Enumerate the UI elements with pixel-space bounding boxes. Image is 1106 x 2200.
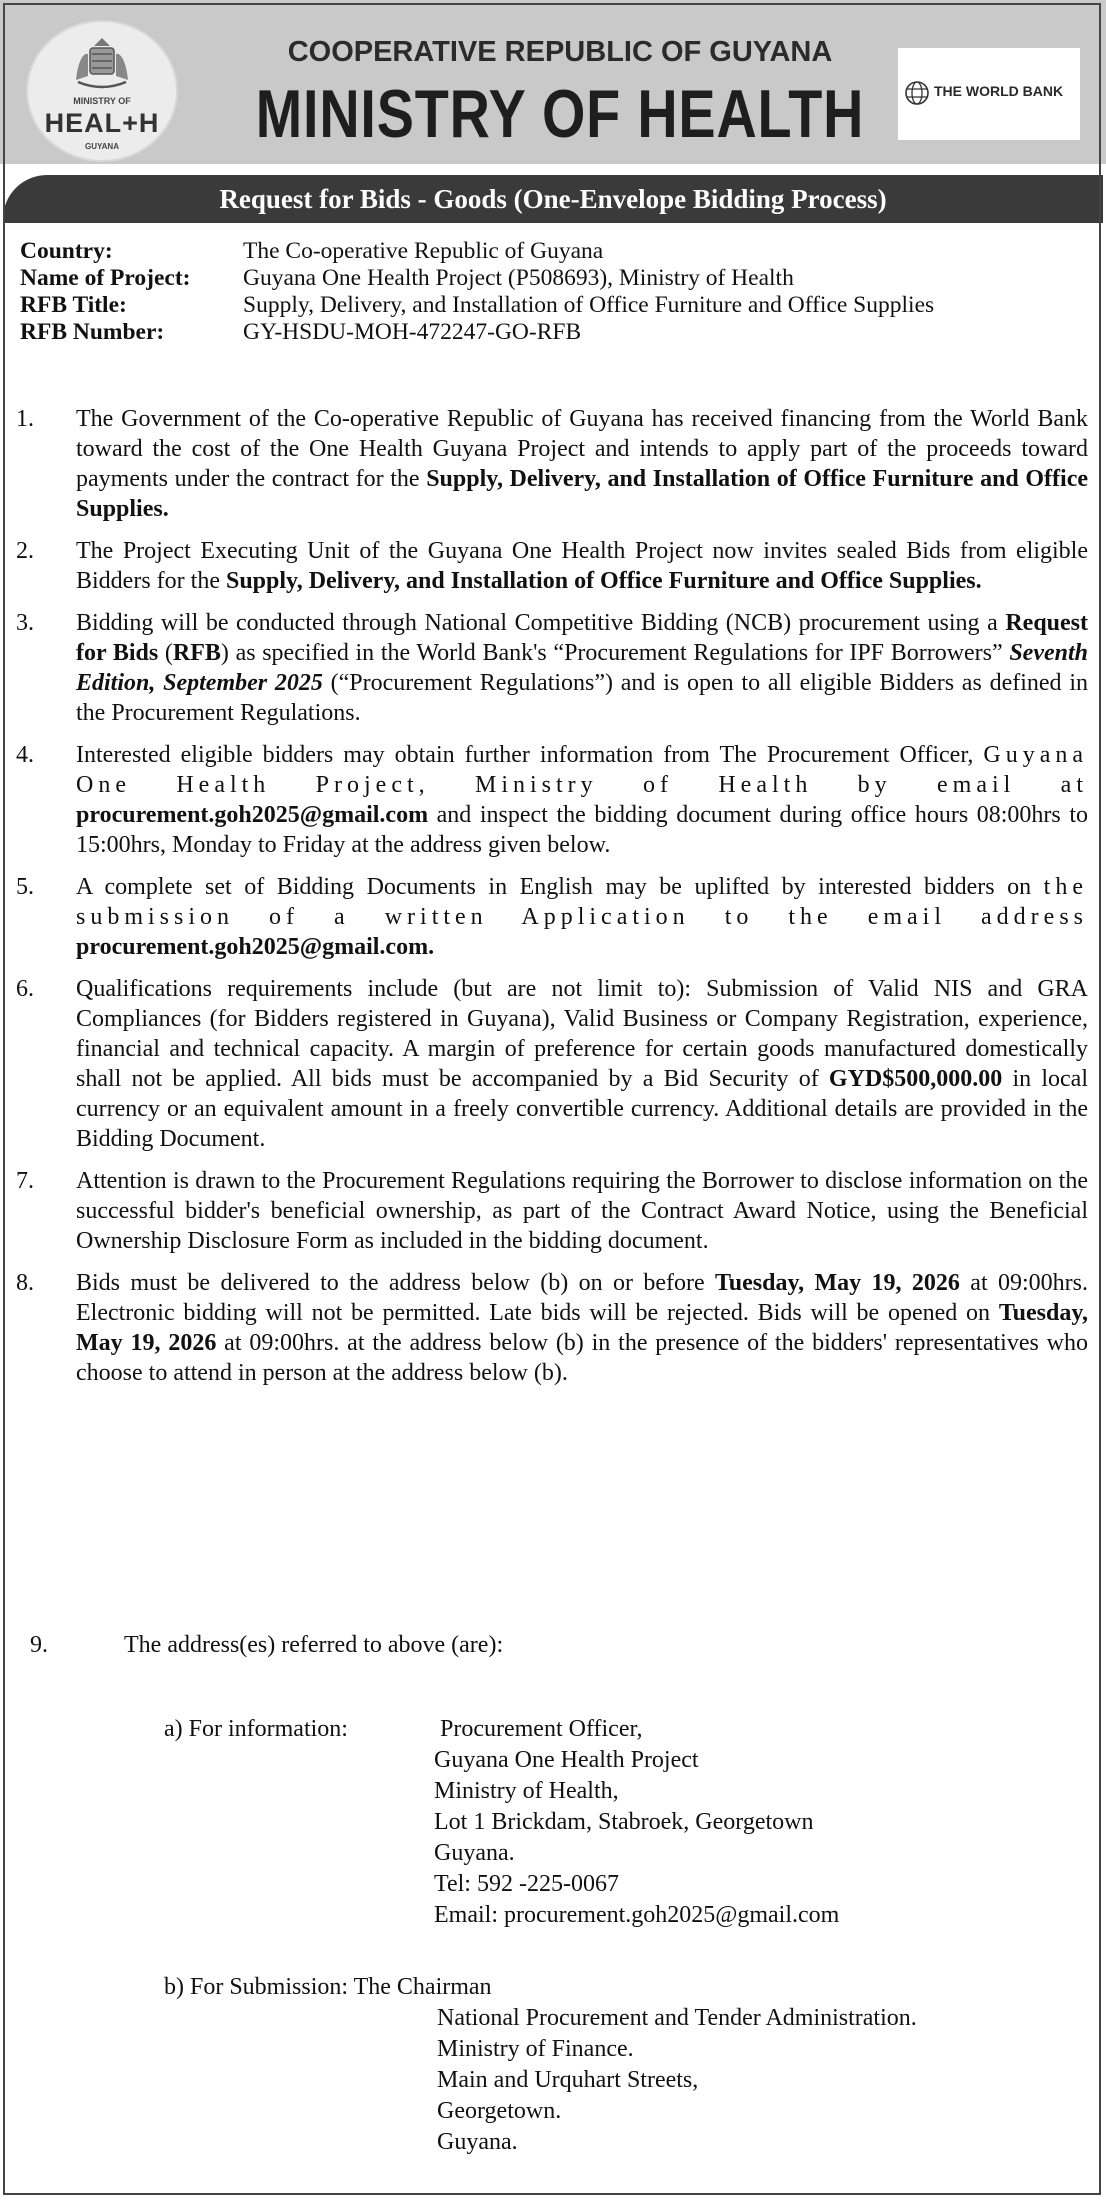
clause-text: (“Procurement Regulations”) and is open to all eligible Bidders as defined in the Procurement Regulations. [76, 670, 1088, 726]
clause-number: 4. [16, 742, 34, 768]
email-address: procurement.goh2025@gmail.com. [76, 934, 435, 960]
clause-number: 1. [16, 406, 34, 432]
clause-emphasis: Request for Bids [76, 610, 1088, 666]
detail-label: Name of Project: [20, 265, 191, 291]
address-line: Ministry of Finance. [437, 2036, 634, 2062]
bid-security-amount: GYD$500,000.00 [828, 1066, 1003, 1092]
clause-text: ( [158, 640, 173, 666]
clause-number: 2. [16, 538, 34, 564]
logo-line-health: HEAL+H [44, 108, 160, 138]
country-heading: COOPERATIVE REPUBLIC OF GUYANA [287, 36, 833, 68]
clause-9-number: 9. [30, 1632, 48, 1658]
clause-number: 3. [16, 610, 34, 636]
detail-value: Supply, Delivery, and Installation of Office Furniture and Office Supplies [243, 292, 935, 318]
logo-line-ministry: MINISTRY OF [73, 96, 131, 106]
clause-text: at 09:00hrs. at the address below (b) in the presence of the bidders' representatives who choose to attend in person at the address below (b). [76, 1330, 1088, 1386]
address-line: Ministry of Health, [434, 1778, 619, 1804]
address-line: Procurement Officer, [440, 1716, 643, 1742]
address-line: Guyana One Health Project [434, 1747, 699, 1773]
address-line: Email: procurement.goh2025@gmail.com [434, 1902, 840, 1928]
clause-text-spaced: Guyana One Health Project, Ministry of Health by email at [76, 742, 1088, 798]
address-a-label: a) For information: [164, 1716, 348, 1742]
world-bank-name: THE WORLD BANK [934, 83, 1064, 99]
banner-title: Request for Bids - Goods (One-Envelope Bidding Process) [219, 184, 887, 214]
logo-line-guyana: GUYANA [85, 142, 119, 151]
email-address: procurement.goh2025@gmail.com [76, 802, 429, 828]
clause-text: Bidding will be conducted through National Competitive Bidding (NCB) procurement using a [76, 610, 1006, 636]
clause-emphasis-italic: Seventh Edition, September 2025 [76, 640, 1088, 696]
clause-text: Bids must be delivered to the address below (b) on or before [76, 1270, 715, 1296]
page-border [3, 3, 1101, 2195]
clause-text: ) as specified in the World Bank's “Procurement Regulations for IPF Borrowers” [220, 640, 1010, 666]
address-line: Lot 1 Brickdam, Stabroek, Georgetown [434, 1809, 814, 1835]
clause-text: Attention is drawn to the Procurement Regulations requiring the Borrower to disclose information on the successful bidder's beneficial ownership, as part of the Contract Award Notice, using the Beneficial Ownership Disclosure Form as included in the bidding document. [76, 1168, 1088, 1254]
clause-emphasis: Supply, Delivery, and Installation of Office Furniture and Office Supplies. [76, 466, 1088, 522]
clause-emphasis: Supply, Delivery, and Installation of Office Furniture and Office Supplies. [225, 568, 982, 594]
detail-value: Guyana One Health Project (P508693), Ministry of Health [243, 265, 794, 291]
clause-number: 6. [16, 976, 34, 1002]
opening-date: Tuesday, May 19, 2026 [76, 1300, 1088, 1356]
detail-label: RFB Number: [20, 319, 165, 345]
clause-text: Qualifications requirements include (but are not limit to): Submission of Valid NIS and GRA Compliances (for Bidders registered in Guyana), Valid Business or Company Registration, experience, financial and technical capacity. A margin of preference for certain goods manufactured domestically shall not be applied. All bids must be accompanied by a Bid Security of [76, 976, 1088, 1092]
address-line: Guyana. [437, 2129, 518, 2155]
clause-text: and inspect the bidding document during office hours 08:00hrs to 15:00hrs, Monday to Friday at the address given below. [76, 802, 1088, 858]
address-line: Main and Urquhart Streets, [437, 2067, 699, 2093]
detail-value: GY-HSDU-MOH-472247-GO-RFB [243, 319, 582, 345]
clause-number: 7. [16, 1168, 34, 1194]
clause-number: 8. [16, 1270, 34, 1296]
deadline-date: Tuesday, May 19, 2026 [714, 1270, 960, 1296]
clause-text: in local currency or an equivalent amount in a freely convertible currency. Additional details are provided in the Bidding Document. [76, 1066, 1088, 1152]
address-line: Georgetown. [437, 2098, 562, 2124]
detail-value: The Co-operative Republic of Guyana [243, 238, 604, 264]
clause-text: at 09:00hrs. Electronic bidding will not be permitted. Late bids will be rejected. Bids will be opened on [76, 1270, 1088, 1326]
clause-9-text: The address(es) referred to above (are): [124, 1632, 504, 1658]
clause-text: A complete set of Bidding Documents in English may be uplifted by interested bidders on [76, 874, 1044, 900]
detail-label: Country: [20, 238, 113, 264]
address-line: National Procurement and Tender Administration. [437, 2005, 917, 2031]
address-b-label: b) For Submission: The Chairman [164, 1974, 492, 2000]
ministry-title: MINISTRY OF HEALTH [255, 76, 865, 152]
clause-text-spaced: the submission of a written Application to the email address [76, 874, 1088, 930]
clause-text: The Government of the Co-operative Republic of Guyana has received financing from the World Bank toward the cost of the One Health Guyana Project and intends to apply part of the proceeds toward payments under the contract for the [76, 406, 1088, 492]
clause-text: Interested eligible bidders may obtain further information from The Procurement Officer, [76, 742, 984, 768]
address-line: Guyana. [434, 1840, 515, 1866]
clause-emphasis: RFB [172, 640, 221, 666]
clause-number: 5. [16, 874, 34, 900]
address-line: Tel: 592 -225-0067 [434, 1871, 619, 1897]
clause-text: The Project Executing Unit of the Guyana One Health Project now invites sealed Bids from eligible Bidders for the [76, 538, 1088, 594]
detail-label: RFB Title: [20, 292, 127, 318]
